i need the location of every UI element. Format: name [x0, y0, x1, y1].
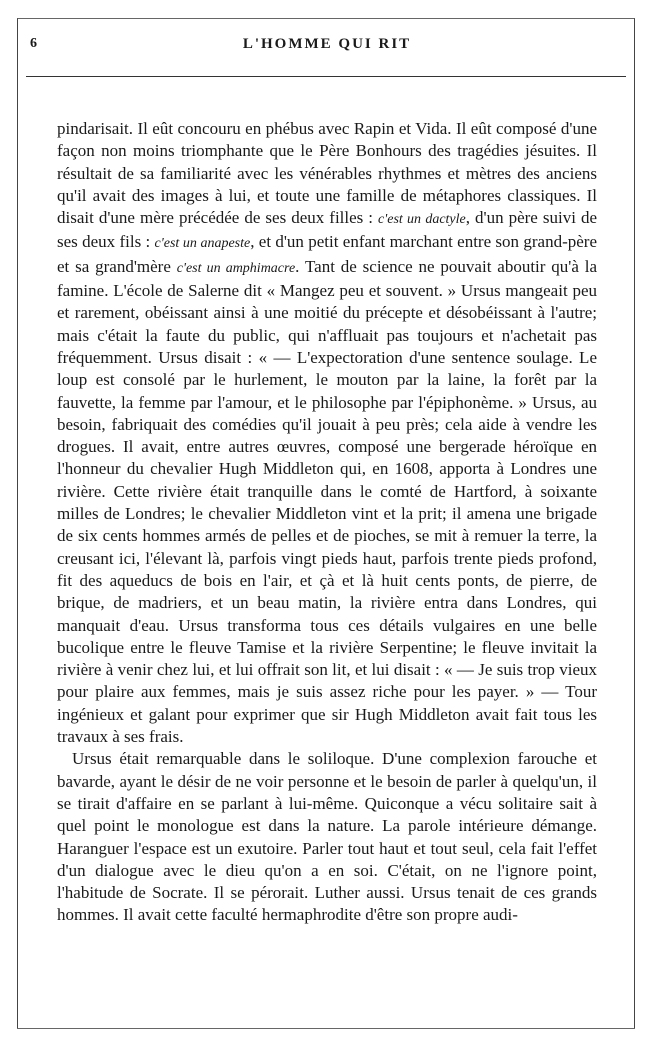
italic-dactyle: c'est un dactyle	[378, 212, 466, 228]
paragraph-1-text-2: , d'un père suivi de ses deux fils :	[57, 208, 597, 252]
running-title: L'HOMME QUI RIT	[242, 36, 412, 52]
paragraph-1-text-3: , et d'un petit enfant marchant entre son grand-père et sa grand'mère	[57, 232, 597, 276]
paragraph-1-text-1: pindarisait. Il eût concouru en phébus avec Rapin et Vida. Il eût composé d'une façon non moins triomphante que le Père Bonhours des tragédies jésuites. Il résultait de sa familiarité avec les vénérables rhythmes et mètres des anciens qu'il avait des images à lui, et toute une famille de métaphores classiques. Il disait d'une mère précédée de ses deux filles :	[57, 119, 597, 228]
paragraph-2: Ursus était remarquable dans le soliloque. D'une complexion farouche et bavarde, ayant le désir de ne voir personne et le besoin de parler à quelqu'un, il se tirait d'affaire en se parlant à lui-même. Quiconque a vécu solitaire sait à quel point le monologue est dans la nature. La parole intérieure démange. Haranguer l'espace est un exutoire. Parler tout haut et tout seul, cela fait l'effet d'un dialogue avec le dieu qu'on a en soi. C'était, on ne l'ignore point, l'habitude de Socrate. Il se pérorait. Luther aussi. Ursus tenait de ces grands hommes. Il avait cette faculté hermaphrodite d'être son propre audi-	[57, 749, 597, 925]
paragraph-1	[57, 118, 597, 748]
italic-amphimacre: c'est un amphimacre	[176, 260, 296, 276]
page-header	[30, 36, 624, 58]
italic-anapeste: c'est un anapeste	[154, 236, 251, 252]
page-number: 6	[30, 36, 37, 51]
paragraph-1-text-4: . Tant de science ne pouvait aboutir qu'à la famine. L'école de Salerne dit « Mangez peu et souvent. » Ursus mangeait peu et rarement, obéissant ainsi à une moitié du précepte et désobéissant à l'autre; mais c'était la faute du public, qui n'affluait pas toujours et n'achetait pas fréquemment. Ursus disait : « — L'expectoration d'une sentence soulage. Le loup est consolé par le hurlement, le mouton par la laine, la forêt par la fauvette, la femme par l'amour, et le philosophe par l'épiphonème. » Ursus, au besoin, fabriquait des comédies qu'il jouait à peu près; cela aide à vendre les drogues. Il avait, entre autres œuvres, composé une bergerade héroïque en l'honneur du chevalier Hugh Middleton qui, en 1608, apporta à Londres une rivière. Cette rivière était tranquille dans le comté de Hartford, à soixante milles de Londres; le chevalier Middleton vint et la prit; il amena une brigade de six cents hommes armés de pelles et de pioches, se mit à remuer la terre, la creusant ici, l'élevant là, parfois vingt pieds haut, parfois trente pieds profond, fit des aqueducs de bois en l'air, et çà et là huit cents ponts, de pierre, de brique, de madriers, et un beau matin, la rivière entra dans Londres, qui manquait d'eau. Ursus transforma tous ces détails vulgaires en une belle bucolique entre le fleuve Tamise et la rivière Serpentine; le fleuve invitait la rivière à venir chez lui, et lui offrait son lit, et lui disait : « — Je suis trop vieux pour plaire aux femmes, mais je suis assez riche pour les payer. » — Tour ingénieux et galant pour exprimer que sir Hugh Middleton avait fait tous les travaux à ses frais.	[57, 256, 598, 747]
header-rule	[26, 76, 626, 77]
page-frame-bottom-rule	[17, 1028, 635, 1029]
body-text	[57, 118, 597, 927]
